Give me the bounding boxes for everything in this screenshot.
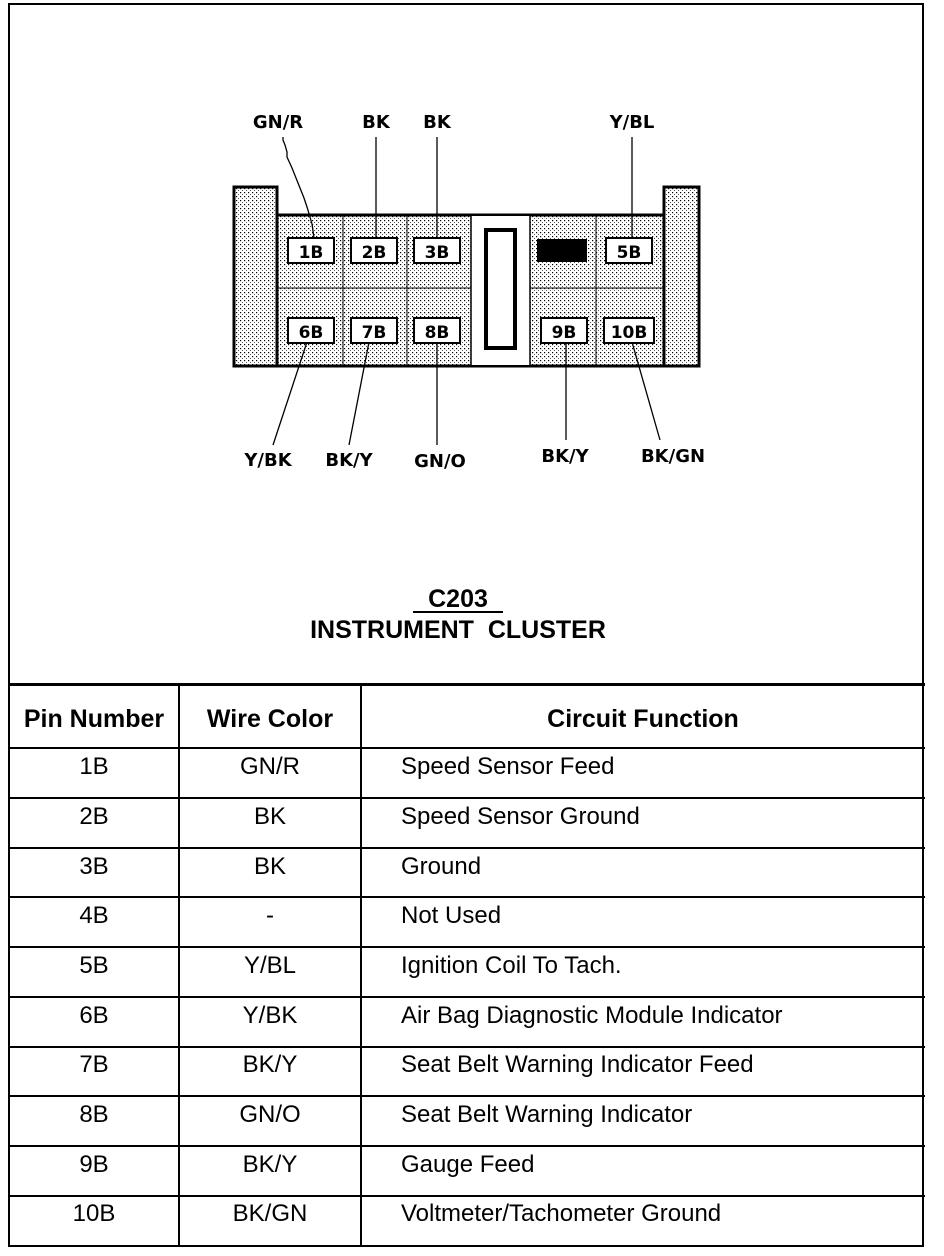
pin-10b xyxy=(604,318,654,343)
pin-1b xyxy=(288,238,334,263)
svg-text:2B: 2B xyxy=(361,243,387,263)
function-cell: Air Bag Diagnostic Module Indicator xyxy=(401,1002,783,1029)
pin-cell: 10B xyxy=(72,1200,116,1227)
pin-3b xyxy=(414,238,460,263)
wire-label-8b: GN/O xyxy=(414,451,466,472)
wire-cell: BK/Y xyxy=(242,1051,298,1078)
pin-7b xyxy=(351,318,397,343)
function-cell: Ground xyxy=(401,853,482,880)
wire-cell: Y/BK xyxy=(242,1002,298,1029)
function-cell: Gauge Feed xyxy=(401,1151,535,1178)
wire-cell: GN/O xyxy=(239,1101,301,1128)
wire-label-1b: GN/R xyxy=(252,112,304,133)
connector-name: INSTRUMENT CLUSTER xyxy=(310,616,606,644)
wire-cell: BK xyxy=(253,803,286,830)
header-wire-color: Wire Color xyxy=(206,705,334,733)
function-cell: Seat Belt Warning Indicator xyxy=(401,1101,693,1128)
wire-label-9b: BK/Y xyxy=(541,446,589,467)
wire-cell: BK/Y xyxy=(242,1151,298,1178)
wire-label-10b: BK/GN xyxy=(640,446,706,467)
pin-cell: 1B xyxy=(79,753,109,780)
pin-cell: 5B xyxy=(79,952,109,979)
wire-label-7b: BK/Y xyxy=(325,450,373,471)
wire-label-2b: BK xyxy=(362,112,390,133)
wire-cell: BK/GN xyxy=(232,1200,308,1227)
pin-6b xyxy=(288,318,334,343)
pin-cell: 6B xyxy=(79,1002,109,1029)
wire-label-6b: Y/BK xyxy=(244,450,292,471)
pin-cell: 9B xyxy=(79,1151,109,1178)
wire-cell: Y/BL xyxy=(243,952,297,979)
function-cell: Seat Belt Warning Indicator Feed xyxy=(401,1051,754,1078)
svg-text:5B: 5B xyxy=(616,243,642,263)
pin-cell: 7B xyxy=(79,1051,109,1078)
function-cell: Not Used xyxy=(401,902,502,929)
pin-cell: 8B xyxy=(79,1101,109,1128)
wire-cell: BK xyxy=(253,853,286,880)
svg-text:10B: 10B xyxy=(610,323,648,343)
connector-id: C203 xyxy=(428,585,488,613)
header-pin-number: Pin Number xyxy=(23,705,165,733)
pin-cell: 3B xyxy=(79,853,109,880)
pin-9b xyxy=(541,318,587,343)
svg-text:8B: 8B xyxy=(424,323,450,343)
blocked-cavity-4b xyxy=(537,239,587,262)
function-cell: Voltmeter/Tachometer Ground xyxy=(401,1200,722,1227)
svg-text:1B: 1B xyxy=(298,243,324,263)
pin-5b xyxy=(606,238,652,263)
header-circuit-function: Circuit Function xyxy=(547,705,739,733)
function-cell: Ignition Coil To Tach. xyxy=(401,952,622,979)
svg-text:3B: 3B xyxy=(424,243,450,263)
pin-8b xyxy=(414,318,460,343)
wire-label-3b: BK xyxy=(423,112,451,133)
pin-2b xyxy=(351,238,397,263)
wire-cell: GN/R xyxy=(240,753,300,780)
svg-text:7B: 7B xyxy=(361,323,387,343)
svg-text:9B: 9B xyxy=(551,323,577,343)
wire-cell: - xyxy=(266,902,274,929)
wire-label-5b: Y/BL xyxy=(609,112,655,133)
pin-cell: 2B xyxy=(79,803,109,830)
function-cell: Speed Sensor Feed xyxy=(401,753,615,780)
pin-cell: 4B xyxy=(79,902,109,929)
svg-text:6B: 6B xyxy=(298,323,324,343)
function-cell: Speed Sensor Ground xyxy=(401,803,640,830)
